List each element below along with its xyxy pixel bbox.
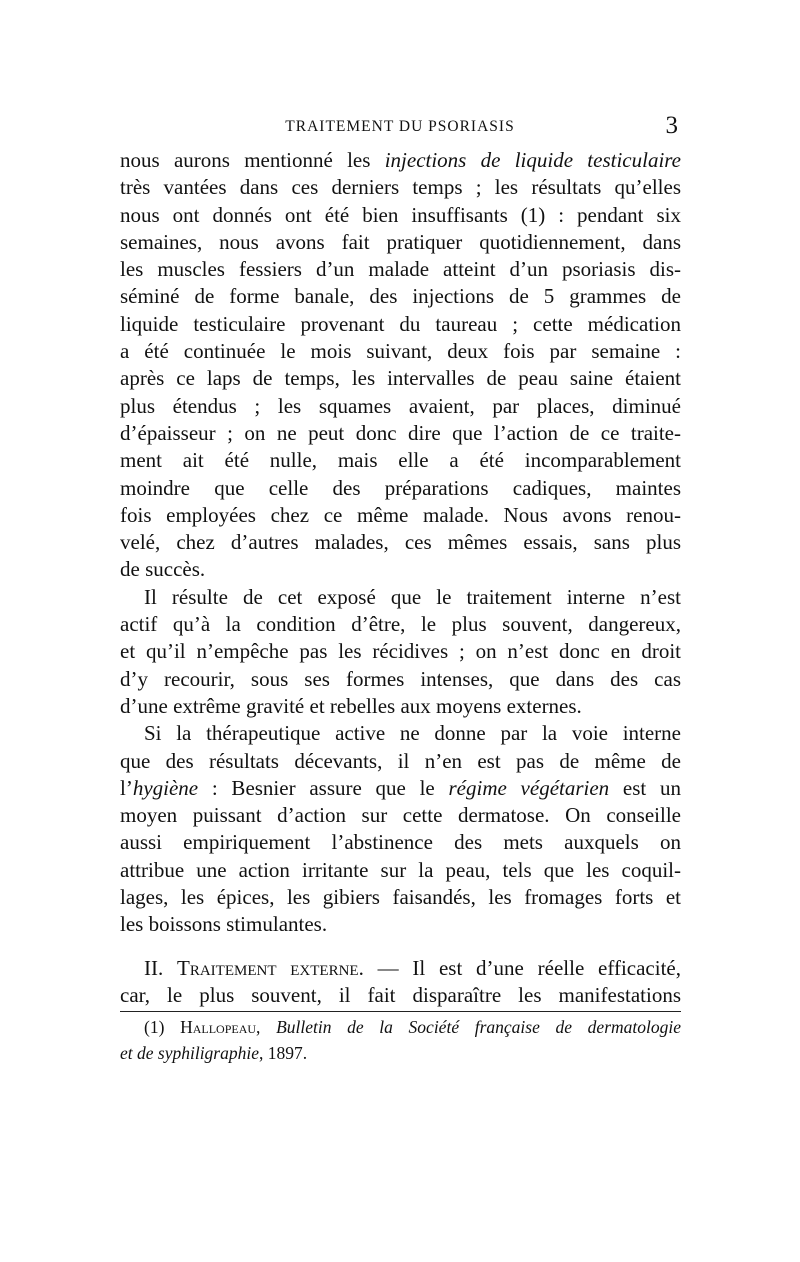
section-heading-line: II. Traitement externe. — Il est d’une réelle efficacité, [144, 955, 681, 980]
page-number: 3 [665, 112, 678, 139]
footnote-marker: (1) [144, 1017, 181, 1037]
footnote-line: (1) Hallopeau, Bulletin de la Société française de dermatologie [144, 1017, 682, 1037]
text-line: après ce laps de temps, les intervalles de peau saine étaient [120, 366, 681, 391]
main-text [120, 147, 681, 1009]
footnote [120, 1014, 681, 1066]
section-number: II. [144, 955, 178, 980]
text-line: velé, chez d’autres malades, ces mêmes essais, sans plus [120, 530, 681, 555]
text-line: actif qu’à la condition d’être, le plus souvent, dangereux, [120, 612, 681, 637]
text-line: les muscles fessiers d’un malade atteint d’un psoriasis dis- [120, 257, 681, 282]
text-line: séminé de forme banale, des injections de 5 grammes de [120, 284, 681, 309]
text-line: et qu’il n’empêche pas les récidives ; on n’est donc en droit [120, 639, 681, 664]
text-line: très vantées dans ces derniers temps ; les résultats qu’elles [120, 175, 681, 200]
text-line: aussi empiriquement l’abstinence des mets auxquels on [120, 830, 681, 855]
text-line: moyen puissant d’action sur cette dermatose. On conseille [120, 803, 681, 828]
text-line: liquide testiculaire provenant du taureau ; cette médication [120, 311, 681, 336]
text-line: d’y recourir, sous ses formes intenses, que dans des cas [120, 666, 681, 691]
footnote-author: Hallopeau [180, 1017, 257, 1037]
text-line: nous ont donnés ont été bien insuffisants (1) : pendant six [120, 202, 681, 227]
text-line: moindre que celle des préparations cadiques, maintes [120, 475, 681, 500]
section-heading: Traitement externe. [177, 955, 364, 980]
text-line: semaines, nous avons fait pratiquer quotidiennement, dans [120, 229, 681, 254]
footnote-divider [120, 1011, 681, 1012]
running-title: TRAITEMENT DU PSORIASIS [285, 118, 515, 135]
page-header [120, 112, 680, 142]
text-line: plus étendus ; les squames avaient, par places, diminué [120, 393, 681, 418]
text-line: lages, les épices, les gibiers faisandés, les fromages forts et [120, 885, 681, 910]
text-line: les boissons stimulantes. [120, 912, 328, 937]
text-line: Il résulte de cet exposé que le traitement interne n’est [144, 584, 681, 609]
text-line: d’une extrême gravité et rebelles aux moyens externes. [120, 693, 582, 718]
footnote-line: et de syphiligraphie, 1897. [120, 1043, 308, 1063]
text-line: car, le plus souvent, il fait disparaître les manifestations [120, 982, 681, 1007]
text-line: nous aurons mentionné les injections de liquide testiculaire [120, 148, 681, 172]
text-line: Si la thérapeutique active ne donne par la voie interne [144, 721, 681, 746]
text-line: l’hygiène : Besnier assure que le régime végétarien est un [120, 775, 681, 800]
text-line: ment ait été nulle, mais elle a été incomparablement [120, 448, 681, 473]
text-line: d’épaisseur ; on ne peut donc dire que l’action de ce traite- [120, 420, 681, 445]
text-line: a été continuée le mois suivant, deux fois par semaine : [120, 339, 681, 364]
text-line: attribue une action irritante sur la peau, tels que les coquil- [120, 857, 681, 882]
text-line: que des résultats décevants, il n’en est pas de même de [120, 748, 681, 773]
text-line: fois employées chez ce même malade. Nous avons renou- [120, 502, 681, 527]
text-line: de succès. [120, 557, 206, 582]
